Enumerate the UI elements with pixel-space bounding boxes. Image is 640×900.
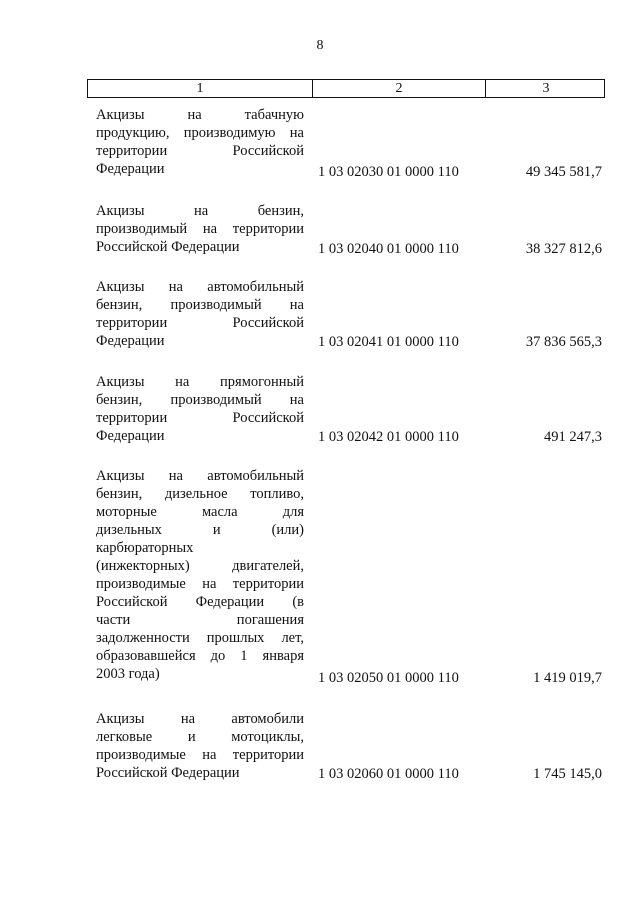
description-line: (инжекторных) двигателей, [96, 558, 304, 574]
budget-code: 1 03 02060 01 0000 110 [318, 766, 459, 782]
description-line: Федерации [96, 333, 165, 349]
description-line: производимые на территории [96, 576, 304, 592]
budget-code: 1 03 02042 01 0000 110 [318, 429, 459, 445]
column-header-3: 3 [485, 80, 606, 97]
description-line: производимый на территории [96, 221, 304, 237]
description-line: территории Российской [96, 410, 304, 426]
budget-code: 1 03 02041 01 0000 110 [318, 334, 459, 350]
description-line: производимые на территории [96, 747, 304, 763]
amount-value: 38 327 812,6 [525, 241, 602, 257]
description-line: Акцизы на прямогонный [96, 374, 304, 390]
amount-value: 49 345 581,7 [525, 164, 602, 180]
description-line: Акцизы на автомобильный [96, 279, 304, 295]
row-description [96, 202, 304, 256]
description-line: задолженности прошлых лет, [96, 630, 304, 646]
amount-value: 491 247,3 [544, 429, 602, 445]
description-line: Акцизы на автомобильный [96, 468, 304, 484]
description-line: Российской Федерации (в [96, 594, 304, 610]
row-description [96, 278, 304, 350]
description-line: легковые и мотоциклы, [96, 729, 304, 745]
description-line: карбюраторных [96, 540, 194, 556]
column-header-2: 2 [312, 80, 485, 97]
description-line: территории Российской [96, 315, 304, 331]
page-number: 8 [316, 38, 324, 53]
description-line: Акцизы на автомобили [96, 711, 304, 727]
description-line: образовавшейся до 1 января [96, 648, 304, 664]
description-line: Акцизы на бензин, [96, 203, 304, 219]
description-line: бензин, производимый на [96, 392, 304, 408]
description-line: Российской Федерации [96, 765, 240, 781]
description-line: дизельных и (или) [96, 522, 304, 538]
description-line: 2003 года) [96, 666, 160, 682]
budget-code: 1 03 02040 01 0000 110 [318, 241, 459, 257]
description-line: Российской Федерации [96, 239, 240, 255]
description-line: бензин, производимый на [96, 297, 304, 313]
amount-value: 1 745 145,0 [533, 766, 602, 782]
description-line: бензин, дизельное топливо, [96, 486, 304, 502]
amount-value: 1 419 019,7 [533, 670, 602, 686]
description-line: части погашения [96, 612, 304, 628]
row-description [96, 373, 304, 445]
row-description [96, 710, 304, 782]
description-line: продукцию, производимую на [96, 125, 304, 141]
budget-code: 1 03 02030 01 0000 110 [318, 164, 459, 180]
row-description [96, 106, 304, 178]
description-line: Федерации [96, 428, 165, 444]
budget-code: 1 03 02050 01 0000 110 [318, 670, 459, 686]
description-line: Федерации [96, 161, 165, 177]
column-header-row [87, 79, 605, 98]
description-line: Акцизы на табачную [96, 107, 304, 123]
row-description [96, 467, 304, 683]
amount-value: 37 836 565,3 [525, 334, 602, 350]
description-line: моторные масла для [96, 504, 304, 520]
column-header-1: 1 [196, 81, 204, 96]
description-line: территории Российской [96, 143, 304, 159]
